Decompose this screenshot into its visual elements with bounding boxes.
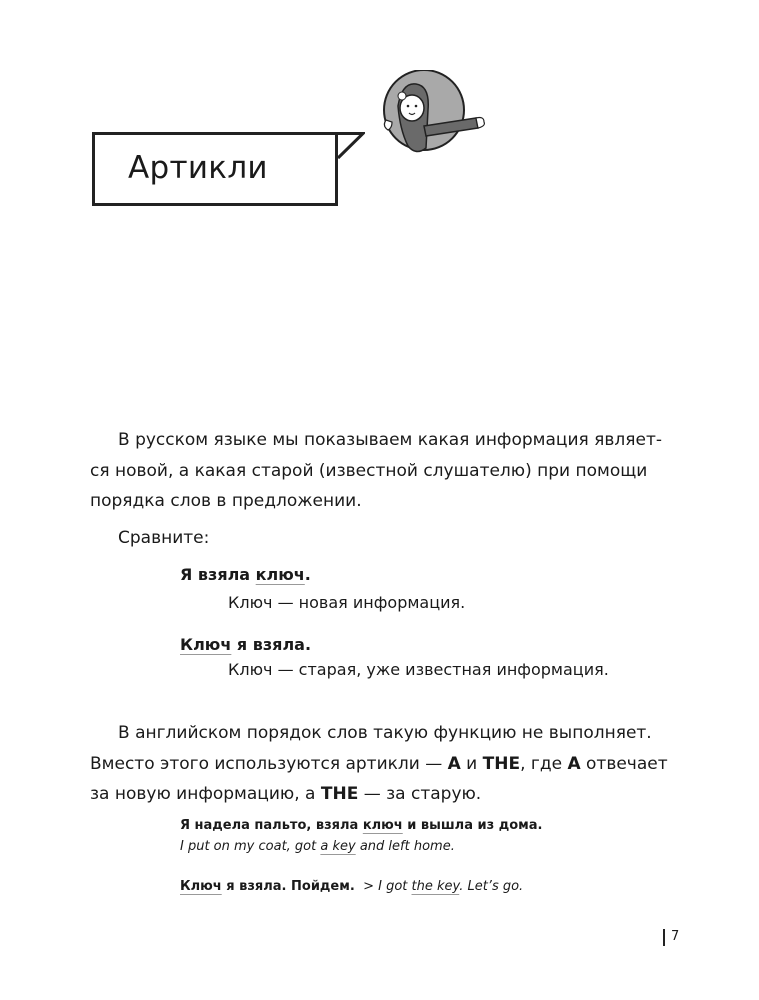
- compare-label: Сравните:: [118, 528, 210, 548]
- example-key-word: Ключ: [180, 879, 222, 894]
- intro-paragraph: [90, 425, 662, 517]
- example-text: .: [304, 565, 311, 584]
- article-a: A: [447, 753, 461, 774]
- example-key-word: ключ: [362, 818, 403, 833]
- english-line: В английском порядок слов такую функцию не выполняет.: [118, 723, 652, 743]
- page-number: 7: [671, 929, 680, 944]
- example-key-word: ключ: [255, 565, 305, 584]
- text-run: and left home.: [355, 839, 455, 854]
- text-run: . Let’s go.: [459, 879, 524, 894]
- mixed-example: [180, 879, 523, 894]
- intro-line: ся новой, а какая старой (известной слушателю) при помощи: [90, 460, 648, 481]
- example-text: Я взяла: [180, 565, 256, 584]
- text-run: и вышла из дома.: [402, 818, 543, 833]
- text-run: и: [460, 753, 483, 774]
- arrow: >: [354, 879, 379, 894]
- example-sentence: [180, 635, 311, 654]
- example-note: Ключ — новая информация.: [228, 593, 466, 612]
- english-line: [90, 749, 668, 780]
- text-run: Вместо этого используются артикли —: [90, 753, 448, 774]
- example-key-word: Ключ: [180, 635, 232, 654]
- text-run: отвечает: [580, 753, 668, 774]
- intro-line: В русском языке мы показываем какая информация являет-: [118, 430, 662, 450]
- text-run: , где: [520, 753, 568, 774]
- article-the: THE: [482, 753, 521, 774]
- title-box-tail: [335, 132, 365, 160]
- text-run: I put on my coat, got: [180, 839, 321, 854]
- text-run: за новую информацию, а: [90, 784, 321, 804]
- english-example: [180, 839, 455, 854]
- example-text: я взяла.: [231, 635, 312, 654]
- page-number-divider: [663, 929, 665, 946]
- article-a: A: [567, 753, 581, 774]
- girl-pointing-illustration: [380, 70, 490, 160]
- english-paragraph: [90, 718, 668, 810]
- english-line: [90, 779, 624, 810]
- intro-line: порядка слов в предложении.: [90, 491, 362, 511]
- example-key-word: a key: [320, 839, 356, 854]
- page-title: Артикли: [128, 150, 268, 186]
- example-sentence: [180, 565, 311, 584]
- text-run: I got: [378, 879, 412, 894]
- example-note: Ключ — старая, уже известная информация.: [228, 660, 609, 679]
- text-run: Я надела пальто, взяла: [180, 818, 363, 833]
- example-key-word: the key: [411, 879, 460, 894]
- article-the: THE: [320, 784, 359, 804]
- text-run: — за старую.: [358, 784, 482, 804]
- russian-example: [180, 818, 542, 833]
- text-run: я взяла. Пойдем.: [221, 879, 355, 894]
